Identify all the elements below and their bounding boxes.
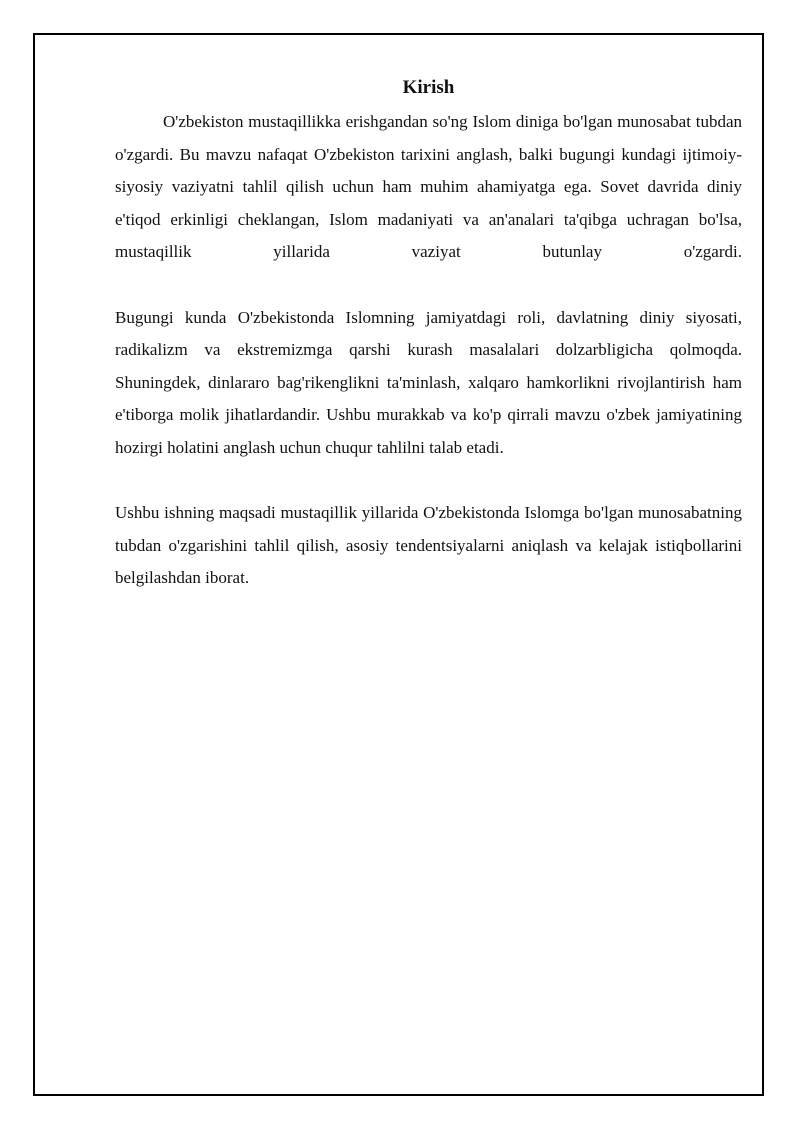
paragraph-1: O'zbekiston mustaqillikka erishgandan so'ng Islom diniga bo'lgan munosabat tubdan o'zgardi. Bu mavzu nafaqat O'zbekiston tarixini anglash, balki bugungi kundagi ijtimoiy-siyosiy vaziyatni tahlil qilish uchun ham muhim ahamiyatga ega. Sovet davrida diniy e'tiqod erkinligi cheklangan, Islom madaniyati va an'analari ta'qibga uchragan bo'lsa, mustaqillik yillarida vaziyat butunlay o'zgardi. [115,112,742,261]
paragraph-3: Ushbu ishning maqsadi mustaqillik yillarida O'zbekistonda Islomga bo'lgan munosabatning tubdan o'zgarishini tahlil qilish, asosiy tendentsiyalarni aniqlash va kelajak istiqbollarini belgilashdan iborat. [115,503,742,587]
paragraph-gap [115,269,742,302]
document-body [115,74,742,595]
paragraph-2: Bugungi kunda O'zbekistonda Islomning jamiyatdagi roli, davlatning diniy siyosati, radikalizm va ekstremizmga qarshi kurash masalalari dolzarbligicha qolmoqda. Shuningdek, dinlararo bag'rikenglikni ta'minlash, xalqaro hamkorlikni rivojlantirish ham e'tiborga molik jihatlardandir. Ushbu murakkab va ko'p qirrali mavzu o'zbek jamiyatining hozirgi holatini anglash uchun chuqur tahlilni talab etadi. [115,307,742,457]
document-title: Kirish [402,77,455,98]
paragraph-gap [115,464,742,497]
